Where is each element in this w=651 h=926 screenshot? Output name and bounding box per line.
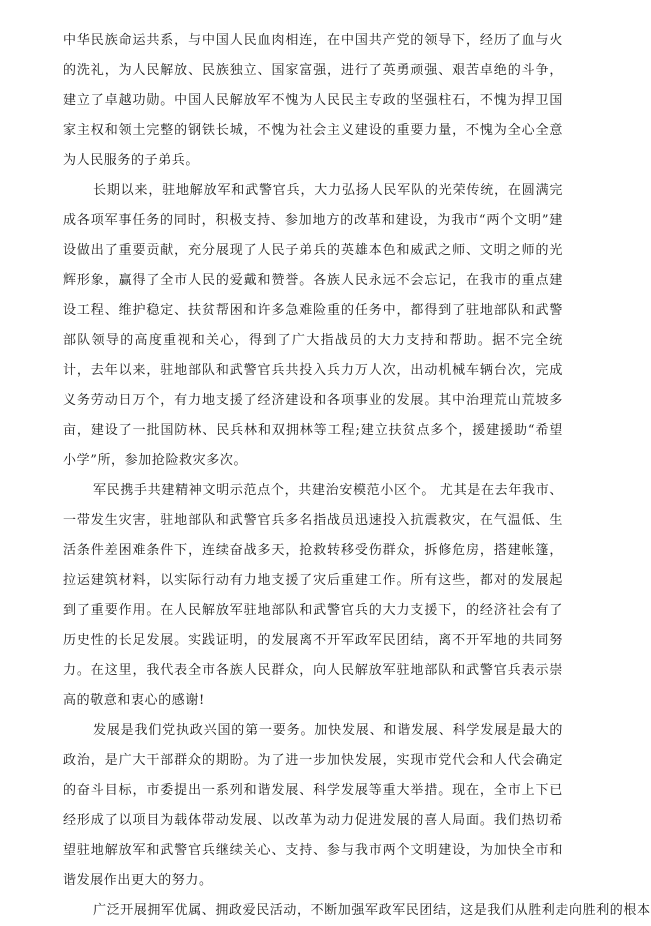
paragraph-2: 长期以来，驻地解放军和武警官兵，大力弘扬人民军队的光荣传统，在圆满完成各项军事任务的同时，积极支持、参加地方的改革和建设，为我市“两个文明”建设做出了重要贡献，充分展现了人民子弟兵的英雄本色和威武之师、文明之师的光辉形象，赢得了全市人民的爱戴和赞誉。各族人民永远不会忘记，在我市的重点建设工程、维护稳定、扶贫帮困和许多急难险重的任务中，都得到了驻地部队和武警部队领导的高度重视和关心，得到了广大指战员的大力支持和帮助。据不完全统计，去年以来，驻地部队和武警官兵共投入兵力万人次，出动机械车辆台次，完成义务劳动日万个，有力地支援了经济建设和各项事业的发展。其中治理荒山荒坡多亩，建设了一批国防林、民兵林和双拥林等工程;建立扶贫点多个，援建援助“希望小学”所，参加抢险救灾多次。 xyxy=(63,183,563,468)
paragraph-1: 中华民族命运共系，与中国人民血肉相连，在中国共产党的领导下，经历了血与火的洗礼，为人民解放、民族独立、国家富强，进行了英勇顽强、艰苦卓绝的斗争，建立了卓越功勋。中国人民解放军不愧为人民民主专政的坚强柱石，不愧为捍卫国家主权和领土完整的钢铁长城，不愧为社会主义建设的重要力量，不愧为全心全意为人民服务的子弟兵。 xyxy=(63,33,563,168)
paragraph-5: 广泛开展拥军优属、拥政爱民活动，不断加强军政军民团结，这是我们从胜利走向胜利的根本 xyxy=(93,903,651,918)
document-body xyxy=(63,26,651,926)
paragraph-4: 发展是我们党执政兴国的第一要务。加快发展、和谐发展、科学发展是最大的政治，是广大干部群众的期盼。为了进一步加快发展，实现市党代会和人代会确定的奋斗目标，市委提出一系列和谐发展、科学发展等重大举措。现在，全市上下已经形成了以项目为载体带动发展、以改革为动力促进发展的喜人局面。我们热切希望驻地解放军和武警官兵继续关心、支持、参与我市两个文明建设，为加快全市和谐发展作出更大的努力。 xyxy=(63,723,563,888)
paragraph-3: 军民携手共建精神文明示范点个，共建治安模范小区个。 尤其是在去年我市、一带发生灾害，驻地部队和武警官兵多名指战员迅速投入抗震救灾，在气温低、生活条件差困难条件下，连续奋战多天，抢救转移受伤群众，拆修危房，搭建帐篷，拉运建筑材料，以实际行动有力地支援了灾后重建工作。所有这些，都对的发展起到了重要作用。在人民解放军驻地部队和武警官兵的大力支援下，的经济社会有了历史性的长足发展。实践证明，的发展离不开军政军民团结，离不开军地的共同努力。在这里，我代表全市各族人民群众，向人民解放军驻地部队和武警官兵表示崇高的敬意和衷心的感谢! xyxy=(63,483,563,708)
